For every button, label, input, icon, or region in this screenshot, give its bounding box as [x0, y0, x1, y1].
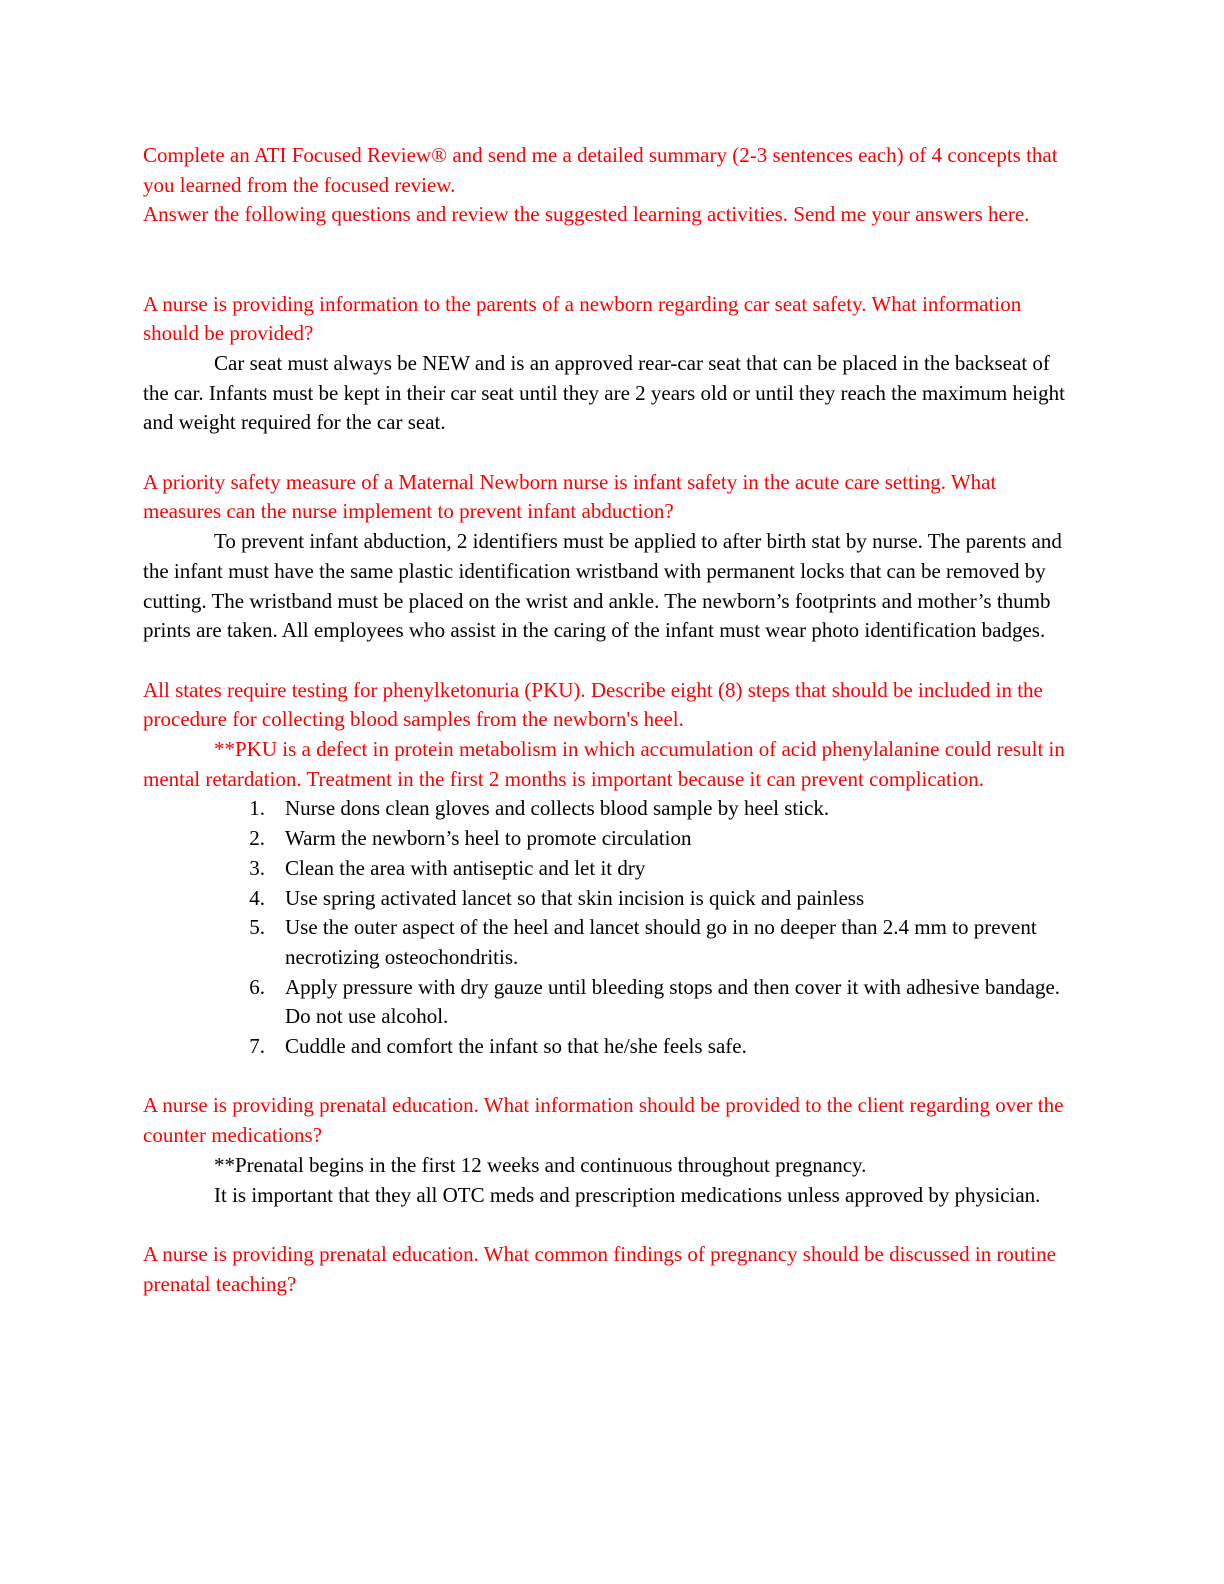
step-text: Warm the newborn’s heel to promote circulation: [285, 826, 692, 851]
spacer: [143, 646, 1073, 676]
list-item: [249, 824, 1073, 854]
answer-otc-medications: It is important that they all OTC meds and prescription medications unless approved by physician.: [214, 1182, 1041, 1207]
step-text: Nurse dons clean gloves and collects blood sample by heel stick.: [285, 796, 830, 821]
step-text: Use spring activated lancet so that skin incision is quick and painless: [285, 885, 865, 910]
step-number: 4.: [249, 885, 265, 910]
spacer: [143, 438, 1073, 468]
list-item: [249, 1032, 1073, 1062]
step-text: Apply pressure with dry gauze until bleeding stops and then cover it with adhesive bandage. Do not use alcohol.: [285, 974, 1061, 1029]
question-infant-abduction: A priority safety measure of a Maternal Newborn nurse is infant safety in the acute care setting. What measures can the nurse implement to prevent infant abduction?: [143, 469, 997, 524]
spacer: [143, 1210, 1073, 1240]
spacer: [143, 1062, 1073, 1092]
pku-note: **PKU is a defect in protein metabolism in which accumulation of acid phenylalanine could result in mental retardation. Treatment in the first 2 months is important because it can prevent complication.: [143, 737, 1065, 791]
step-number: 3.: [249, 855, 265, 880]
list-item: [249, 794, 1073, 824]
question-otc-medications: A nurse is providing prenatal education. What information should be provided to the client regarding over the counter medications?: [143, 1093, 1064, 1148]
document-page: [143, 141, 1073, 1299]
intro-instruction-answer: Answer the following questions and review the suggested learning activities. Send me your answers here.: [143, 202, 1030, 227]
step-number: 2.: [249, 826, 265, 851]
question-pku: All states require testing for phenylketonuria (PKU). Describe eight (8) steps that should be included in the procedure for collecting blood samples from the newborn's heel.: [143, 677, 1043, 732]
step-number: 7.: [249, 1034, 265, 1059]
spacer: [143, 230, 1073, 289]
list-item: [249, 854, 1073, 884]
question-common-findings: A nurse is providing prenatal education. What common findings of pregnancy should be discussed in routine prenatal teaching?: [143, 1241, 1056, 1296]
answer-car-seat: Car seat must always be NEW and is an approved rear-car seat that can be placed in the backseat of the car. Infants must be kept in their car seat until they are 2 years old or until they reach the maximum height and weight required for the car seat.: [143, 350, 1065, 435]
intro-instruction: Complete an ATI Focused Review® and send me a detailed summary (2-3 sentences each) of 4 concepts that you learned from the focused review.: [143, 143, 1058, 197]
step-number: 1.: [249, 796, 265, 821]
question-car-seat: A nurse is providing information to the parents of a newborn regarding car seat safety. What information should be provided?: [143, 291, 1022, 346]
step-text: Cuddle and comfort the infant so that he/she feels safe.: [285, 1034, 747, 1059]
step-number: 6.: [249, 974, 265, 999]
list-item: [249, 884, 1073, 914]
pku-steps-list: [143, 794, 1073, 1061]
step-text: Use the outer aspect of the heel and lancet should go in no deeper than 2.4 mm to prevent necrotizing osteochondritis.: [285, 915, 1037, 969]
list-item: [249, 973, 1073, 1032]
step-number: 5.: [249, 915, 265, 940]
answer-infant-abduction: To prevent infant abduction, 2 identifiers must be applied to after birth stat by nurse. The parents and the infant must have the same plastic identification wristband with permanent locks that can be removed by cutting. The wristband must be placed on the wrist and ankle. The newborn’s footprints and mother’s thumb prints are taken. All employees who assist in the caring of the infant must wear photo identification badges.: [143, 529, 1062, 643]
step-text: Clean the area with antiseptic and let it dry: [285, 855, 646, 880]
list-item: [249, 913, 1073, 972]
answer-otc-medications-note: **Prenatal begins in the first 12 weeks and continuous throughout pregnancy.: [214, 1152, 867, 1177]
